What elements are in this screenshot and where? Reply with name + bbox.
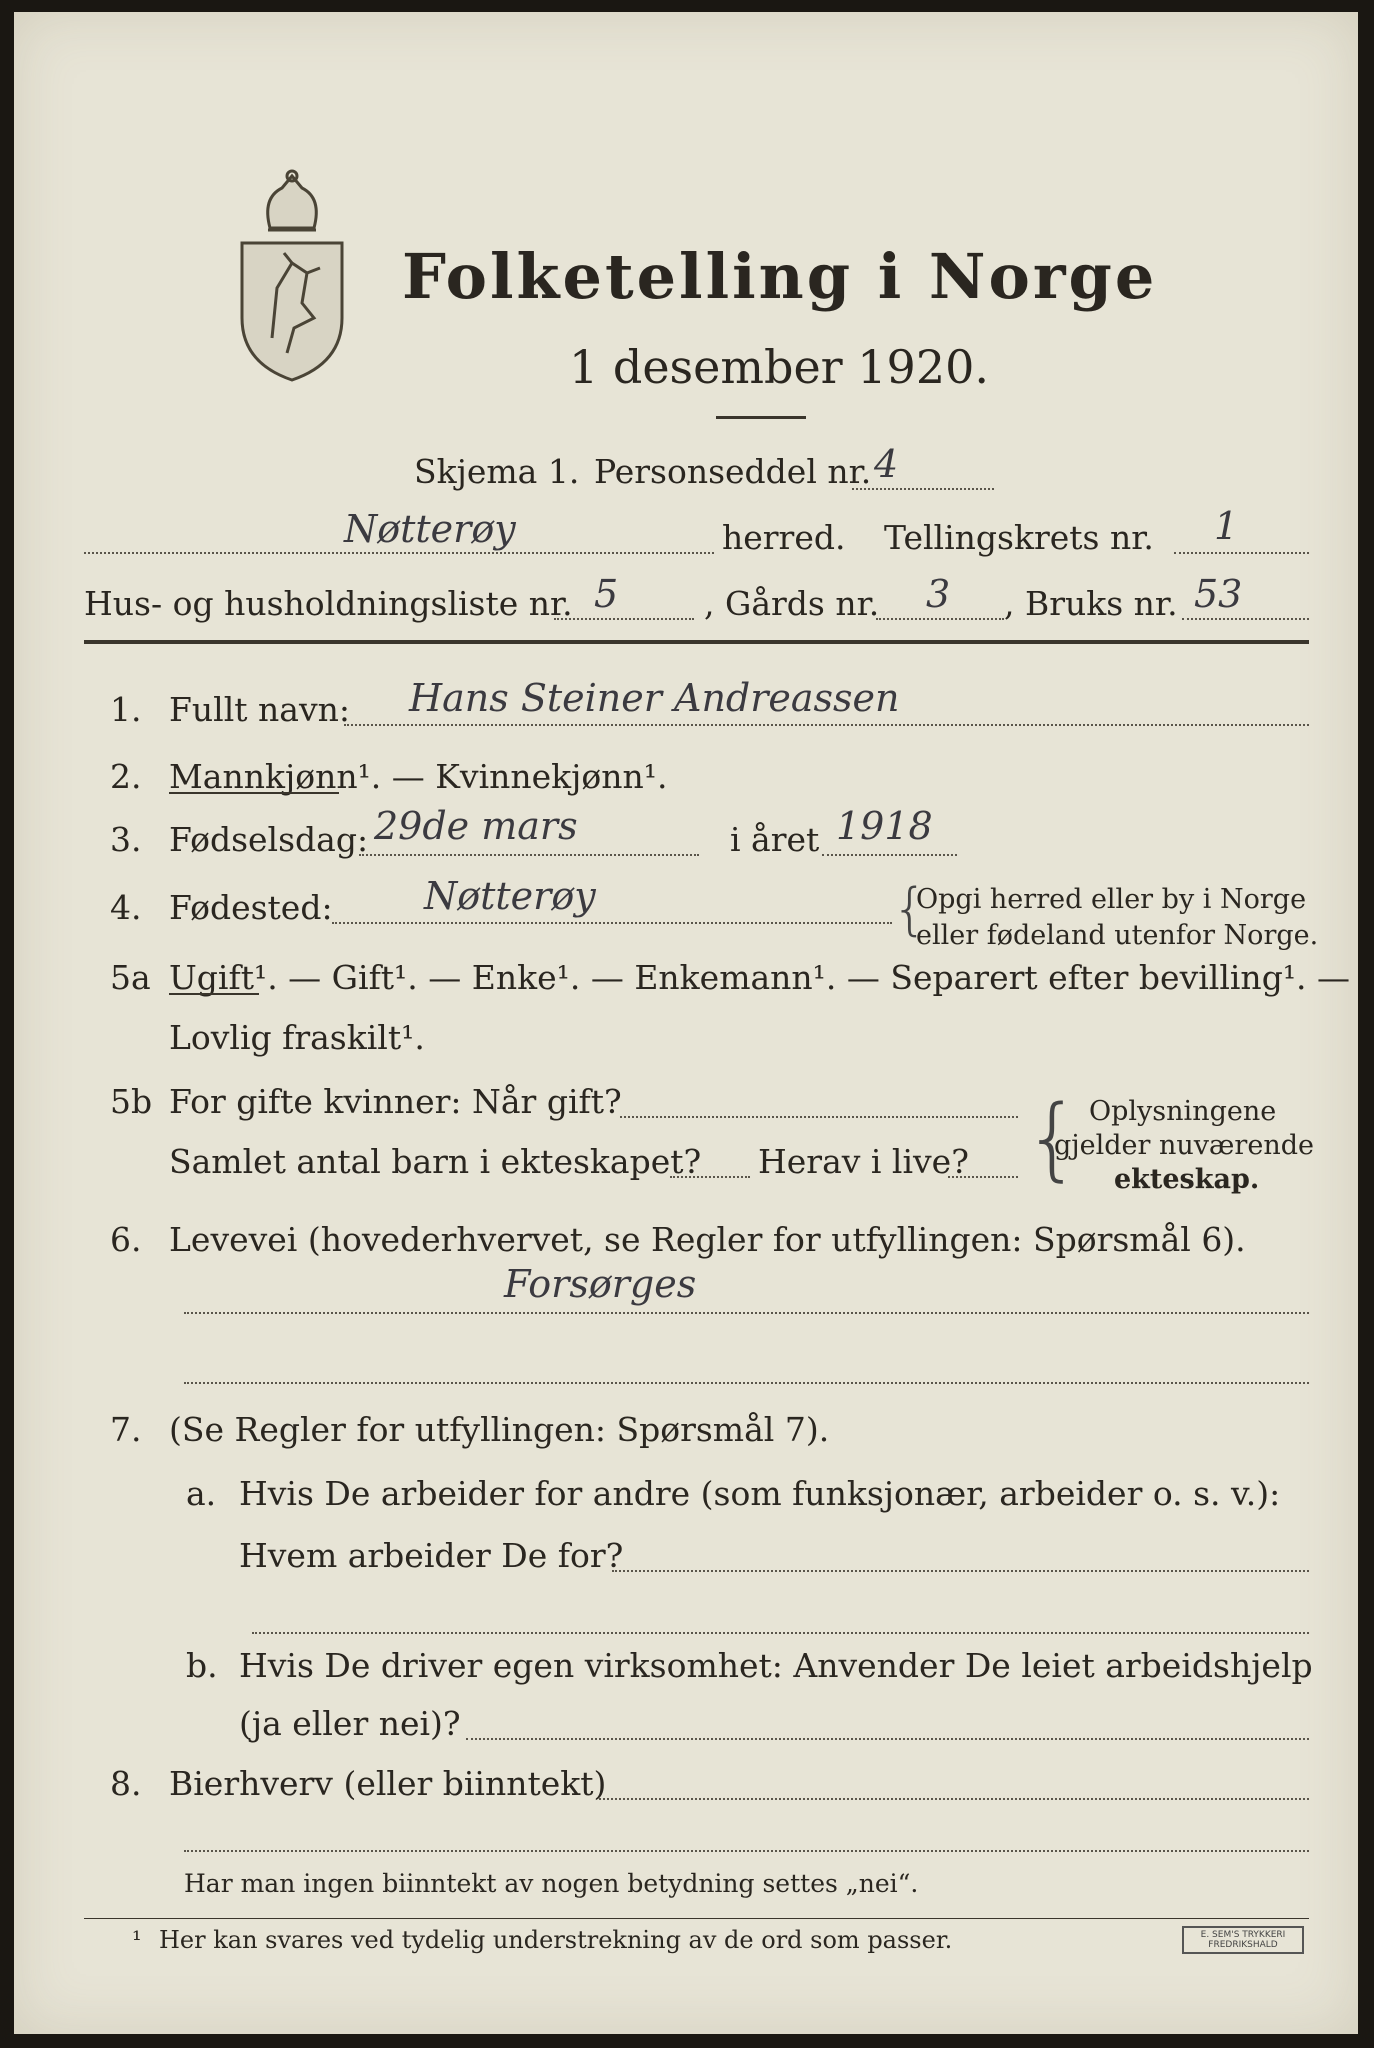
q6-number: 6. [110,1220,142,1259]
personseddel-label: Personseddel nr. [594,452,872,491]
q7b-line1: Hvis De driver egen virksomhet: Anvender De leiet arbeidshjelp [239,1646,1313,1685]
q5b-alive-line [948,1176,1018,1178]
section-divider [84,640,1309,644]
footnote-mark: ¹ [132,1926,142,1954]
q6-occupation-value[interactable]: Forsørges [504,1262,697,1306]
bruks-label: , Bruks nr. [1004,584,1178,623]
tellingskrets-line [1174,552,1309,554]
q8-line2 [184,1850,1309,1852]
form-title: Folketelling i Norge [402,240,1158,313]
footer-note: Har man ingen biinntekt av nogen betydning settes „nei“. [184,1869,919,1898]
q4-line [332,922,892,924]
gards-value[interactable]: 3 [926,572,951,616]
q5b-number: 5b [110,1082,153,1121]
q1-line [344,724,1309,726]
printer-stamp: E. SEM'S TRYKKERI FREDRIKSHALD [1182,1926,1304,1954]
q8-line1 [599,1798,1309,1800]
q7-number: 7. [110,1410,142,1449]
q5b-children-label: Samlet antal barn i ekteskapet? [169,1142,702,1181]
q2-gender-options[interactable]: Mannkjønn¹. — Kvinnekjønn¹. [169,757,668,796]
q7a-line1: Hvis De arbeider for andre (som funksjonær, arbeider o. s. v.): [239,1474,1281,1513]
q7a-line2: Hvem arbeider De for? [239,1536,624,1575]
q5a-options-line2[interactable]: Lovlig fraskilt¹. [169,1018,425,1057]
q3-number: 3. [110,820,142,859]
q7b-answer-line [466,1738,1309,1740]
hus-value[interactable]: 5 [594,572,619,616]
q4-note-line1: Opgi herred eller by i Norge [916,884,1307,915]
gards-line [876,618,1004,620]
footer-divider [84,1918,1309,1919]
q4-label: Fødested: [169,888,333,927]
q7-label: (Se Regler for utfyllingen: Spørsmål 7). [169,1410,830,1449]
q1-full-name-value[interactable]: Hans Steiner Andreassen [409,676,900,720]
q5b-children-line [670,1176,750,1178]
bruks-value[interactable]: 53 [1194,572,1243,616]
q3-line [359,854,699,856]
census-date: 1 desember 1920. [569,340,989,394]
q2-number: 2. [110,757,142,796]
q4-birthplace-value[interactable]: Nøtterøy [424,874,596,918]
bruks-line [1182,618,1309,620]
q6-line2 [184,1382,1309,1384]
herred-value[interactable]: Nøtterøy [344,507,516,551]
gards-label: , Gårds nr. [704,584,880,623]
skjema-label: Skjema 1. [414,452,580,491]
q5b-married-when-line [620,1116,1018,1118]
footnote-text: Her kan svares ved tydelig understrekning av de ord som passer. [159,1926,953,1954]
q6-label: Levevei (hovederhvervet, se Regler for utfyllingen: Spørsmål 6). [169,1220,1246,1259]
q5b-note-line2: gjelder nuværende [1054,1130,1314,1161]
q5b-brace: { [1024,1086,1082,1191]
q7a-employer-line2 [252,1632,1309,1634]
q3-year-label: i året [730,820,820,859]
q1-label: Fullt navn: [169,690,350,729]
q8-number: 8. [110,1764,142,1803]
q4-number: 4. [110,888,142,927]
q7b-number: b. [186,1646,218,1685]
q7b-line2: (ja eller nei)? [239,1704,461,1743]
hus-label: Hus- og husholdningsliste nr. [84,584,573,623]
personseddel-value[interactable]: 4 [874,442,899,486]
q4-note-line2: eller fødeland utenfor Norge. [916,920,1319,951]
herred-line [84,552,714,554]
q5a-number: 5a [110,958,151,997]
personseddel-line [852,488,994,490]
q3-year-value[interactable]: 1918 [836,804,933,848]
q3-year-line [822,854,957,856]
q5b-note-line3: ekteskap. [1114,1164,1260,1195]
q7a-employer-line [612,1570,1309,1572]
hus-line [554,618,694,620]
q8-label: Bierhverv (eller biinntekt) [169,1764,607,1803]
q4-brace: { [892,877,928,942]
q5a-options-line1[interactable]: Ugift¹. — Gift¹. — Enke¹. — Enkemann¹. — Separert efter bevilling¹. — [169,958,1351,997]
q5b-note-line1: Oplysningene [1089,1096,1277,1127]
tellingskrets-label: Tellingskrets nr. [884,518,1154,557]
q6-line1 [184,1312,1309,1314]
tellingskrets-value[interactable]: 1 [1214,504,1239,548]
q3-birthday-value[interactable]: 29de mars [374,804,578,848]
q5b-alive-label: Herav i live? [758,1142,969,1181]
q1-number: 1. [110,690,142,729]
title-divider [716,416,806,419]
q5a-selected-underline [169,993,259,995]
census-form [14,12,1358,2034]
q7a-number: a. [186,1474,217,1513]
q5b-married-when-label: For gifte kvinner: Når gift? [169,1082,622,1121]
q2-selected-underline [169,792,339,794]
q3-label: Fødselsdag: [169,820,369,859]
norway-coat-of-arms-icon [232,168,352,383]
herred-label: herred. [722,518,846,557]
